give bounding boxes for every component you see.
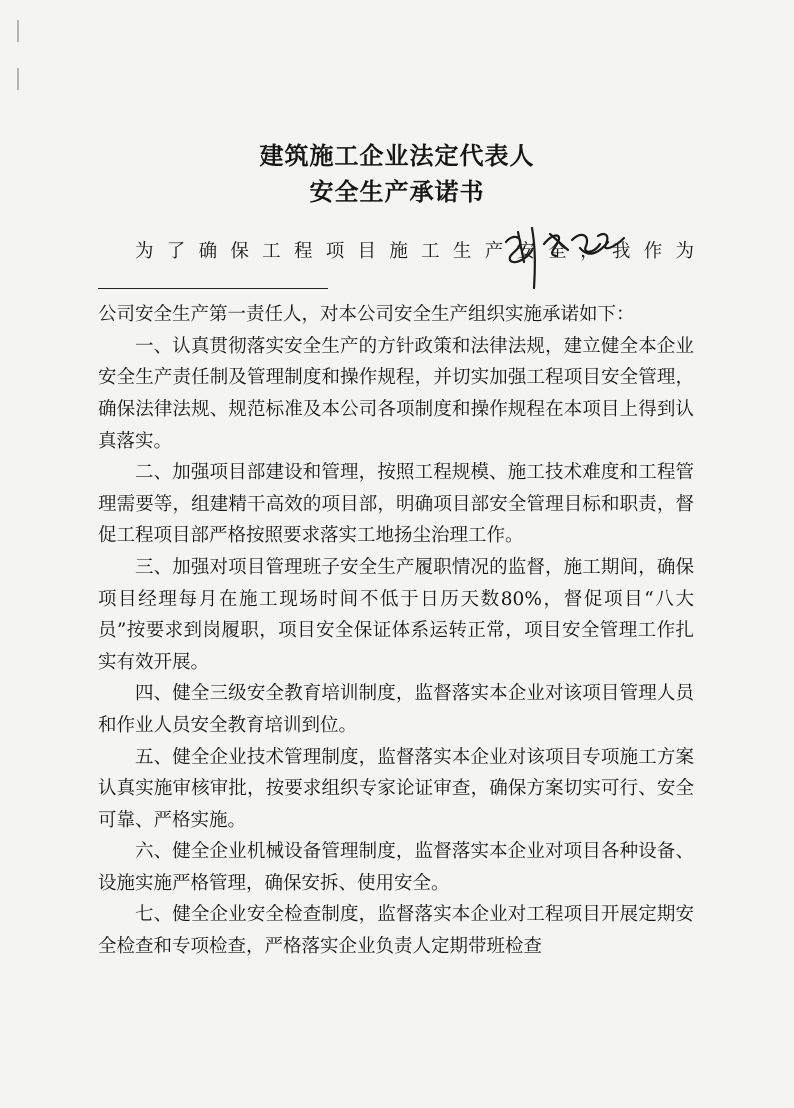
commitment-paragraph-5: 五、健全企业技术管理制度，监督落实本企业对该项目专项施工方案认真实施审核审批，按要求组织专家论证审查，确保方案切实可行、安全可靠、严格实施。 (98, 746, 694, 831)
commitment-paragraph-4: 四、健全三级安全教育培训制度，监督落实本企业对该项目管理人员和作业人员安全教育培训到位。 (98, 683, 694, 736)
intro-text: 为了确保工程项目施工生产安全，我作为 (135, 241, 694, 262)
name-blank-line (98, 268, 328, 289)
document-body (98, 236, 694, 963)
title-line-1: 建筑施工企业法定代表人 (259, 142, 535, 170)
commitment-paragraph-6: 六、健全企业机械设备管理制度，监督落实本企业对项目各种设备、设施实施严格管理，确保安拆、使用安全。 (98, 841, 694, 894)
commitment-paragraph-7: 七、健全企业安全检查制度，监督落实本企业对工程项目开展定期安全检查和专项检查，严格落实企业负责人定期带班检查 (98, 904, 694, 958)
commitment-paragraph-3: 三、加强对项目管理班子安全生产履职情况的监督，施工期间，确保项目经理每月在施工现场时间不低于日历天数80%，督促项目“八大员”按要求到岗履职，项目安全保证体系运转正常，项目安全管理工作扎实有效开展。 (98, 556, 694, 673)
commitment-paragraph-2: 二、加强项目部建设和管理，按照工程规模、施工技术难度和工程管理需要等，组建精干高效的项目部，明确项目部安全管理目标和职责，督促工程项目部严格按照要求落实工地扬尘治理工作。 (98, 462, 694, 547)
scan-edge-mark (16, 20, 20, 90)
intro-continuation: 公司安全生产第一责任人，对本公司安全生产组织实施承诺如下： (98, 304, 635, 326)
commitment-paragraph-1: 一、认真贯彻落实安全生产的方针政策和法律法规，建立健全本企业安全生产责任制及管理制度和操作规程，并切实加强工程项目安全管理，确保法律法规、规范标准及本公司各项制度和操作规程在本项目上得到认真落实。 (98, 335, 694, 452)
title-line-2: 安全生产承诺书 (309, 178, 485, 206)
intro-line (98, 236, 694, 299)
